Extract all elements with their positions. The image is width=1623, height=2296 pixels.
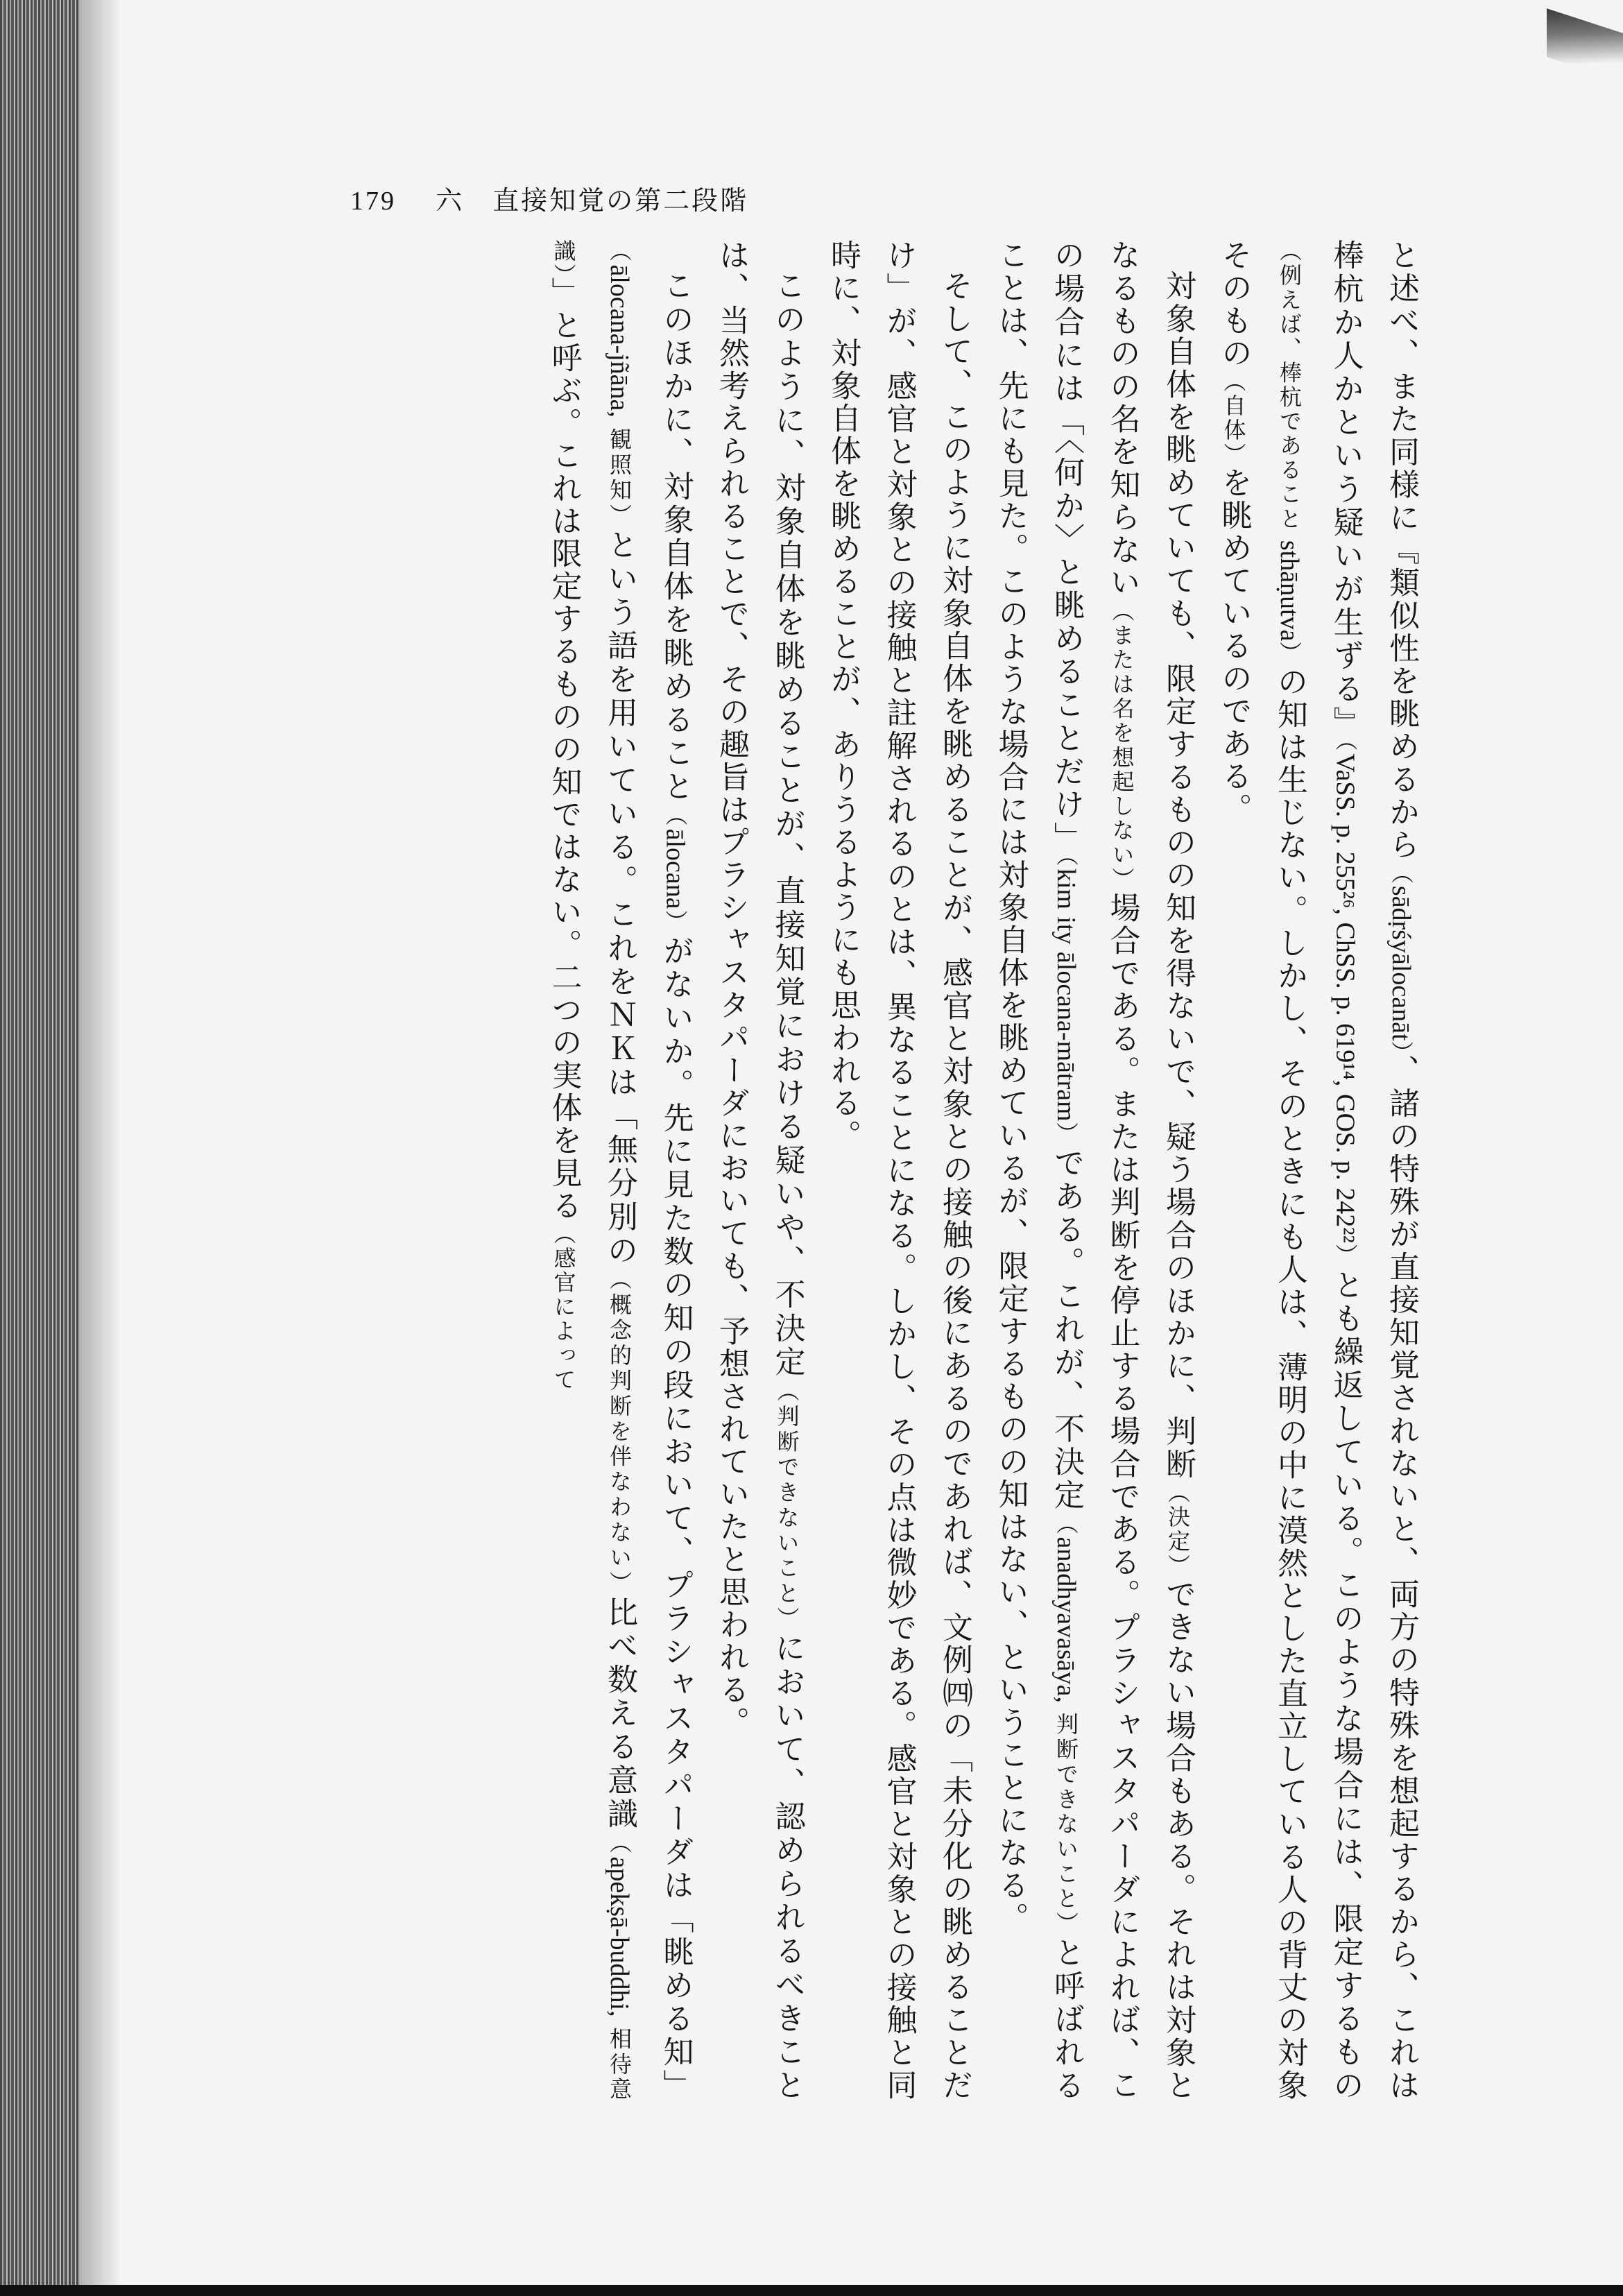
bottom-edge	[0, 2285, 1623, 2296]
annotation-text: （概念的判断を伴なわない）	[606, 1267, 633, 1597]
body-text-run: において、認められるべきことは、当然考えられることで、その趣旨はプラシャスタパーダにおいても、予想されていたと思われる。	[714, 239, 805, 2102]
running-head	[350, 179, 748, 217]
annotation-text: ）	[662, 909, 689, 935]
body-text-run: がないか。先に見た数の知の段において、プラシャスタパーダは「眺める知」	[658, 934, 694, 2102]
romanized-term: sthāṇutva	[1275, 540, 1304, 642]
romanized-term: VaSS. p. 255²⁶, ChSS. p. 619¹⁴, GOS. p. 242²²	[1330, 753, 1360, 1243]
paragraph	[535, 239, 703, 2102]
annotation-text: （	[606, 239, 633, 265]
annotation-text: ）	[1388, 1040, 1414, 1054]
section-title: 六 直接知覚の第二段階	[436, 185, 749, 216]
annotation-text: （	[1053, 855, 1079, 868]
annotation-text: 相待意識）	[550, 239, 633, 2102]
body-text-run: 場合である。または判断を停止する場合である。プラシャスタパーダによれば、この場合には「〈何か〉と眺めることだけ」	[1049, 239, 1140, 2102]
body-text-run: とも繰返している。このような場合には、限定するもの	[1328, 1269, 1364, 2102]
paragraph	[703, 239, 815, 2102]
paragraph	[815, 239, 983, 2102]
body-text-run: を眺めているのである。	[1216, 467, 1252, 825]
romanized-term: sādṛśyālocanāt	[1386, 885, 1416, 1041]
annotation-text: （例えば、棒杭であること	[1276, 239, 1303, 540]
annotation-text: （判断できないこと）	[773, 1379, 800, 1632]
body-text-run: そして、このように対象自体を眺めることが、感官と対象との接触の後にあるのであれば、文例㈣の「未分化の眺めることだけ」が、感官と対象との接触と註解されるのとは、異なることになる。しかし、その点は微妙である。感官と対象との接触と同時に、対象自体を眺めることが、ありうるようにも思われる。	[825, 239, 972, 2102]
romanized-term: anadhyavasāya,	[1051, 1536, 1081, 1704]
annotation-text: ）	[1332, 1242, 1359, 1269]
annotation-text: （または名を想起しない）	[1108, 599, 1135, 892]
body-text-run: である。これが、不決定	[1049, 1147, 1084, 1512]
body-text-run: 、諸の特殊が直接知覚されないと、両方の特殊を想起するから、これは棒杭か人かという疑いが生ずる』	[1328, 239, 1419, 2102]
annotation-text: 観照知）	[606, 417, 633, 529]
romanized-term: apekṣā-buddhi,	[605, 1856, 634, 2017]
body-text-run: このように、対象自体を眺めることが、直接知覚における疑いや、不決定	[769, 270, 805, 1380]
annotation-text: （感官によって	[550, 1222, 577, 1392]
body-text-run: の知は生じない。しかし、そのときにも人は、薄明の中に漠然とした直立している人の背丈の対象そのもの	[1216, 239, 1307, 2102]
body-text-run: と述べ、また同様に『類似性を眺めるから	[1384, 239, 1419, 862]
body-text-run: という語を用いている。これをＮＫは「無分別の	[602, 529, 637, 1268]
body-text	[329, 239, 1429, 2102]
body-text-run: 」と呼ぶ。これは限定するものの知ではない。二つの実体を見る	[546, 277, 582, 1222]
scan-corner-smudge	[1547, 8, 1623, 82]
paragraph	[982, 239, 1205, 2102]
body-text-run: できない場合もある。それは対象となるものの名を知らない	[1104, 239, 1196, 2102]
annotation-text: ）	[1053, 1121, 1079, 1147]
body-text-run: 比べ数える意識	[602, 1596, 637, 1832]
paragraph	[1205, 239, 1429, 2102]
romanized-term: ālocana-jñāna,	[605, 264, 634, 418]
annotation-text: ）	[1276, 641, 1303, 666]
romanized-term: kim ity ālocana-mātram	[1051, 868, 1081, 1122]
annotation-text: （	[606, 1831, 633, 1857]
annotation-text: （	[1053, 1511, 1079, 1537]
annotation-text: （決定）	[1165, 1480, 1191, 1579]
annotation-text: （自体）	[1220, 370, 1247, 467]
page-number: 179	[350, 187, 396, 216]
binding-shadow	[0, 0, 80, 2296]
body-text-run: 対象自体を眺めていても、限定するものの知を得ないで、疑う場合のほかに、判断	[1160, 270, 1196, 1481]
annotation-text: 判断できないこと）	[1053, 1703, 1079, 1937]
binding-fade	[80, 0, 121, 2296]
romanized-term: ālocana	[660, 828, 690, 909]
body-text-run: と呼ばれることは、先にも見た。このような場合には対象自体を眺めているが、限定するものの知はない、ということになる。	[993, 239, 1084, 2102]
body-text-run: このほかに、対象自体を眺めること	[658, 270, 694, 804]
annotation-text: （	[1388, 861, 1414, 886]
annotation-text: （	[662, 803, 689, 829]
annotation-text: （	[1332, 739, 1359, 754]
